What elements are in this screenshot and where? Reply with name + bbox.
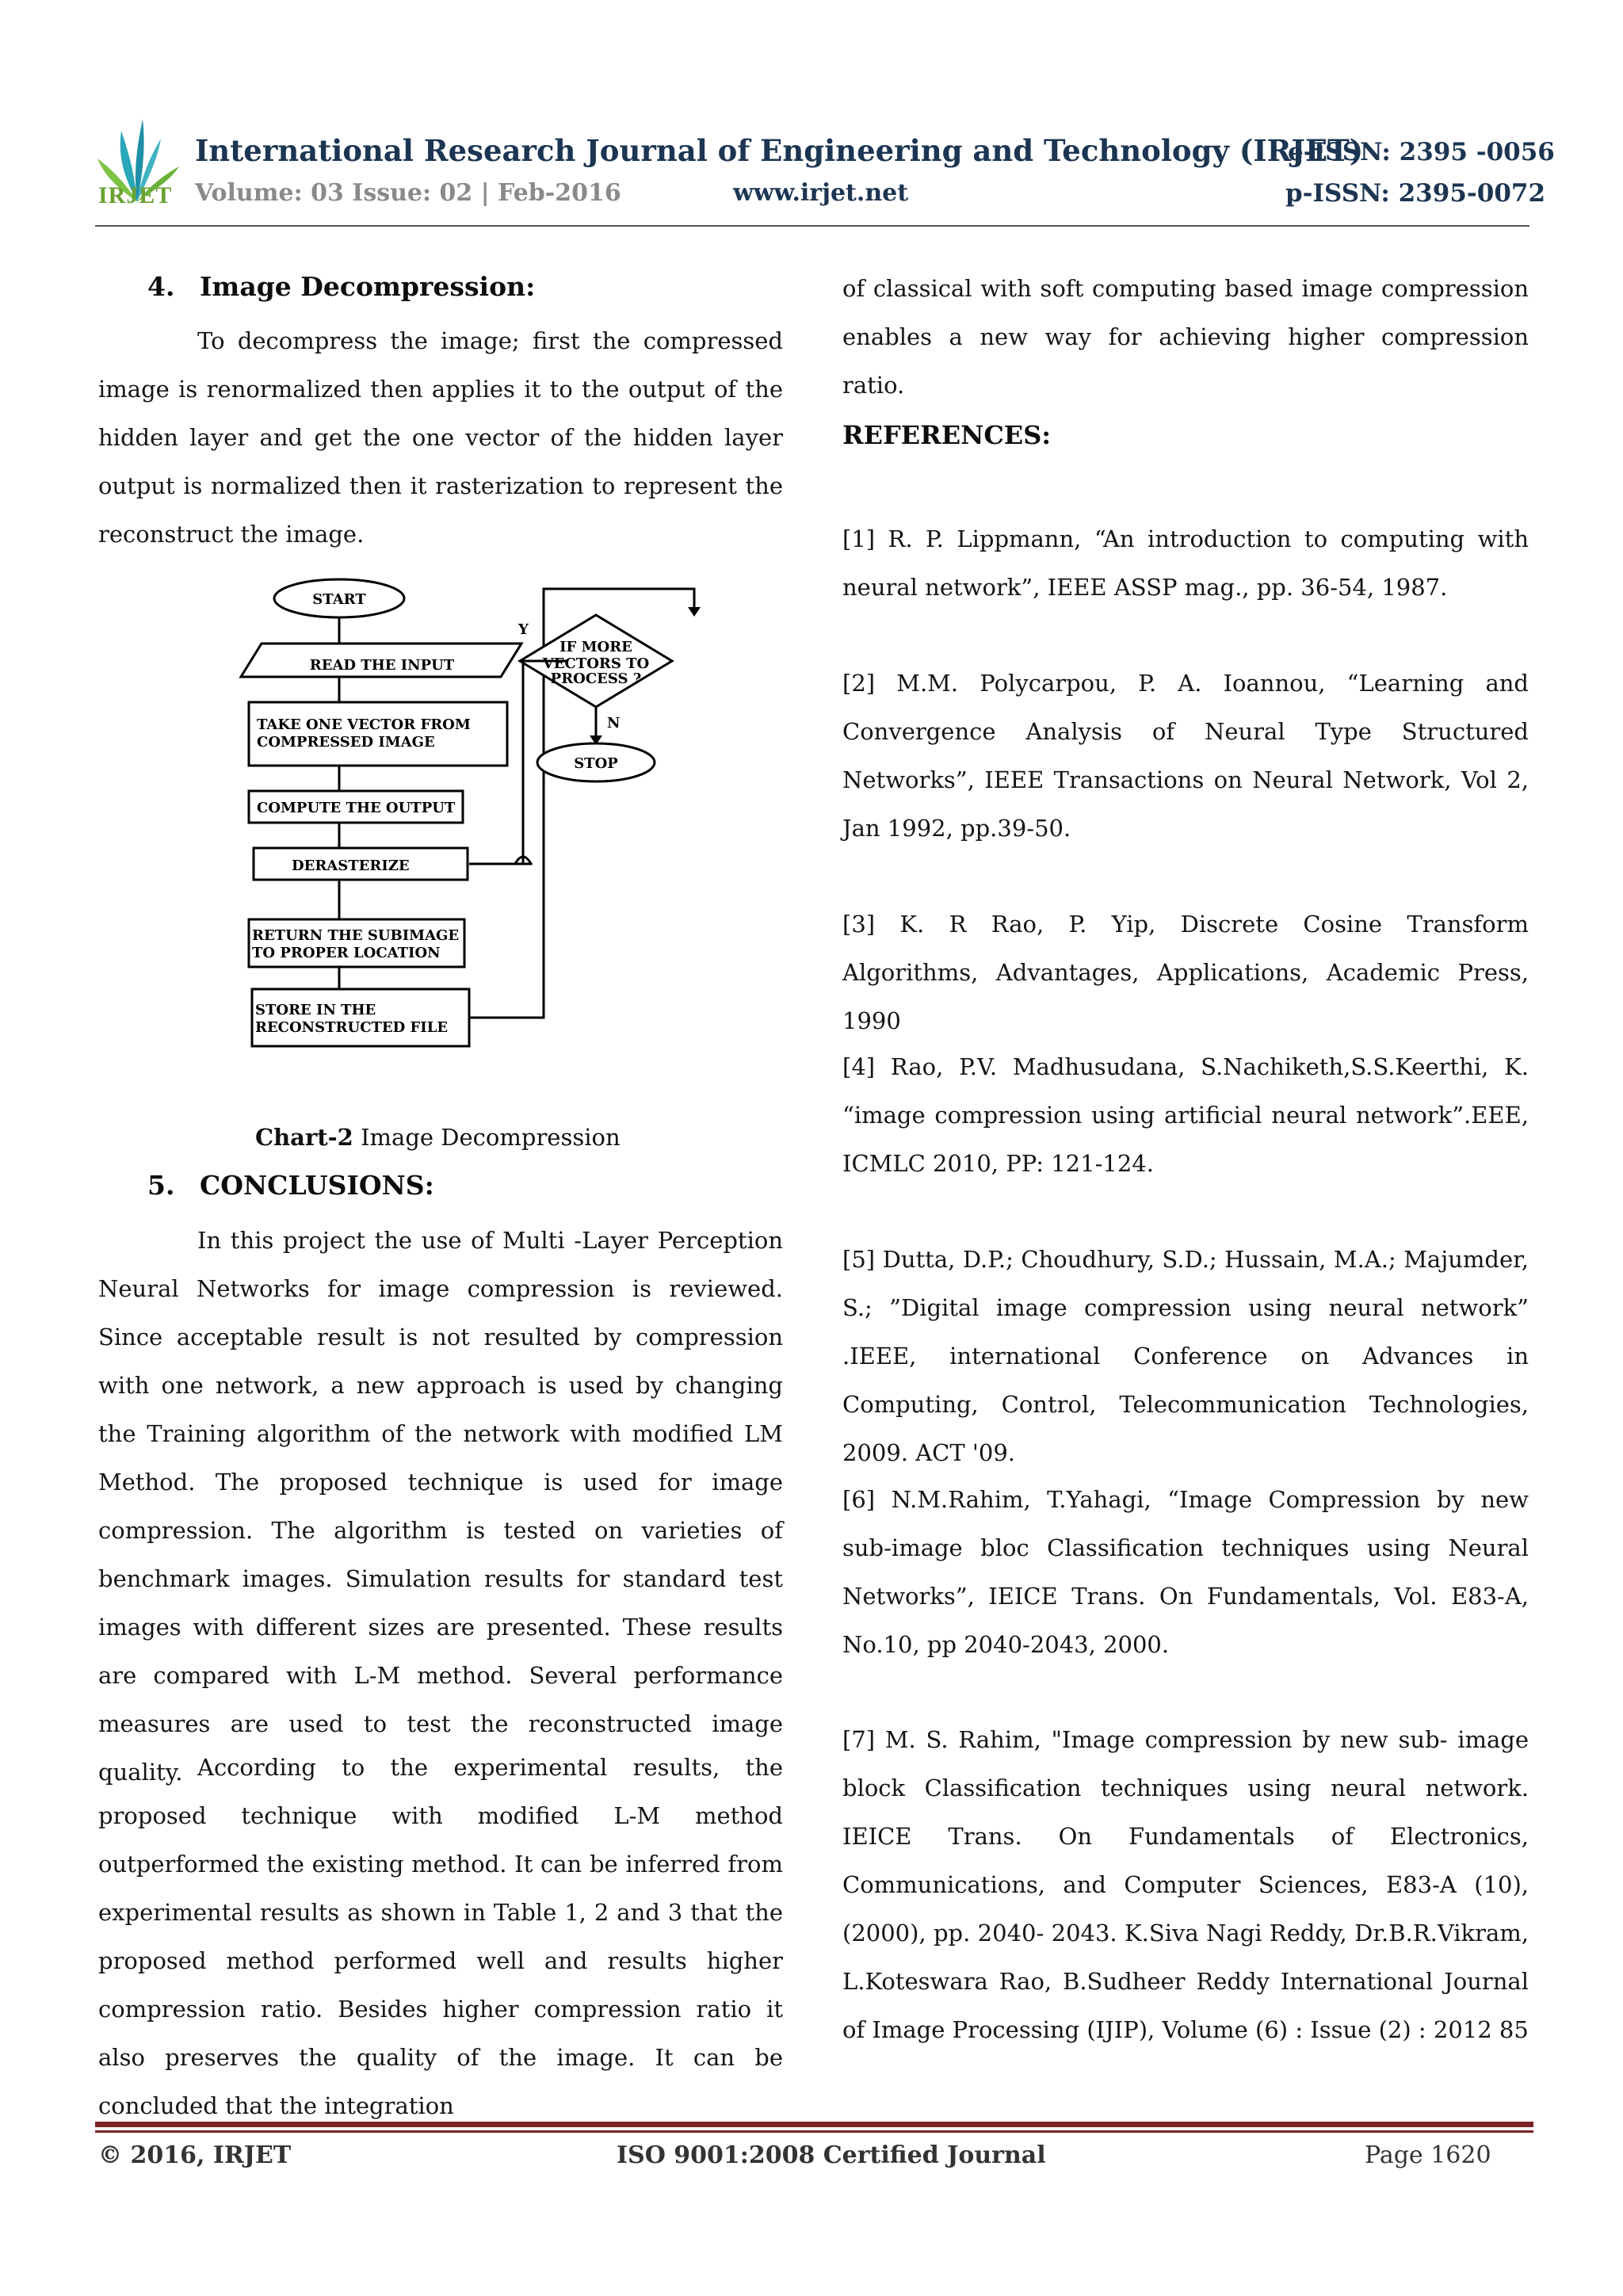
section-4-number: 4. xyxy=(147,271,175,302)
reference-3: [3] K. R Rao, P. Yip, Discrete Cosine Transform Algorithms, Advantages, Applications, Academic Press, 1990 xyxy=(842,911,1529,1034)
flow-decision-label-3: PROCESS ? xyxy=(550,670,642,687)
references-heading: REFERENCES: xyxy=(842,420,1052,450)
flow-start-label: START xyxy=(312,591,366,608)
flow-no-label: N xyxy=(607,715,621,732)
reference-7: [7] M. S. Rahim, "Image compression by new sub- image block Classification techniques using neural network. IEICE Trans. On Fundamentals of Electronics, Communications, and Computer Sciences, E83-A (10), (2000), pp. 2040- 2043. K.Siva Nagi Reddy, Dr.B.R.Vikram, L.Koteswara Rao, B.Sudheer Reddy International Journal of Image Processing (IJIP), Volume (6) : Issue (2) : 2012 85 xyxy=(842,1726,1529,2043)
section-4-title: Image Decompression: xyxy=(200,271,536,302)
footer-copyright: © 2016, IRJET xyxy=(98,2141,292,2169)
reference-1: [1] R. P. Lippmann, “An introduction to computing with neural network”, IEEE ASSP mag., pp. 36-54, 1987. xyxy=(842,525,1529,601)
footer-certification: ISO 9001:2008 Certified Journal xyxy=(617,2141,1046,2169)
journal-title: International Research Journal of Engineering and Technology (IRJET) xyxy=(195,133,1364,168)
flow-take-vector-label-1: TAKE ONE VECTOR FROM xyxy=(257,716,471,733)
header-divider xyxy=(95,225,1529,227)
chart-caption xyxy=(255,1124,621,1151)
flow-derasterize-label: DERASTERIZE xyxy=(292,858,410,874)
reference-6: [6] N.M.Rahim, T.Yahagi, “Image Compression by new sub-image bloc Classification techniques using Neural Networks”, IEICE Trans. On Fundamentals, Vol. E83-A, No.10, pp 2040-2043, 2000. xyxy=(842,1486,1529,1658)
chart-caption-text: Image Decompression xyxy=(353,1124,621,1151)
section-5-paragraph-2: According to the experimental results, the proposed technique with modified L-M method outperformed the existing method. It can be inferred from experimental results as shown in Table 1, 2 and 3 that the proposed method performed well and results higher compression ratio. Besides higher compression ratio it also preserves the quality of the image. It can be concluded that the integration xyxy=(98,1754,783,2119)
flow-compute-label: COMPUTE THE OUTPUT xyxy=(257,800,456,816)
chart-caption-label: Chart-2 xyxy=(255,1124,353,1151)
flow-store-label-2: RECONSTRUCTED FILE xyxy=(255,1019,449,1036)
flow-decision-label-1: IF MORE xyxy=(559,639,632,655)
footer-divider-thin xyxy=(95,2130,1533,2133)
section-5-number: 5. xyxy=(147,1170,175,1201)
reference-5: [5] Dutta, D.P.; Choudhury, S.D.; Hussain, M.A.; Majumder, S.; ”Digital image compression using neural network” .IEEE, international Conference on Advances in Computing, Control, Telecommunication Technologies, 2009. ACT '09. xyxy=(842,1246,1529,1466)
flow-read-input-label: READ THE INPUT xyxy=(309,657,455,674)
section-5-heading xyxy=(147,1170,434,1201)
footer-divider xyxy=(95,2122,1533,2127)
section-5-paragraph-1: In this project the use of Multi -Layer Perception Neural Networks for image compression is reviewed. Since acceptable result is not resulted by compression with one network, a new approach is used by changing the Training algorithm of the network with modified LM Method. The proposed technique is used for image compression. The algorithm is tested on varieties of benchmark images. Simulation results for standard test images with different sizes are presented. These results are compared with L-M method. Several performance measures are used to test the reconstructed image quality. xyxy=(98,1227,783,1786)
flow-store-label-1: STORE IN THE xyxy=(255,1002,376,1018)
flow-return-label-2: TO PROPER LOCATION xyxy=(252,945,441,961)
decompression-flowchart xyxy=(158,563,713,1086)
eissn: e-ISSN: 2395 -0056 xyxy=(1288,138,1555,166)
section-4-paragraph: To decompress the image; first the compressed image is renormalized then applies it to the output of the hidden layer and get the one vector of the hidden layer output is normalized then it rasterization to represent the reconstruct the image. xyxy=(98,327,783,548)
flow-return-label-1: RETURN THE SUBIMAGE xyxy=(252,927,460,944)
flow-yes-label: Y xyxy=(518,621,529,638)
flow-decision-label-2: VECTORS TO xyxy=(542,655,650,672)
reference-2: [2] M.M. Polycarpou, P. A. Ioannou, “Learning and Convergence Analysis of Neural Type Structured Networks”, IEEE Transactions on Neural Network, Vol 2, Jan 1992, pp.39-50. xyxy=(842,670,1529,842)
section-5-title: CONCLUSIONS: xyxy=(200,1170,434,1201)
logo-text: IRJET xyxy=(98,182,173,208)
footer-page-number: Page 1620 xyxy=(1365,2141,1491,2169)
reference-4: [4] Rao, P.V. Madhusudana, S.Nachiketh,S.S.Keerthi, K. “image compression using artificial neural network”.EEE, ICMLC 2010, PP: 121-124. xyxy=(842,1053,1529,1177)
section-4-heading xyxy=(147,271,535,302)
flow-stop-label: STOP xyxy=(574,755,618,772)
volume-issue: Volume: 03 Issue: 02 | Feb-2016 xyxy=(195,179,621,207)
flow-take-vector-label-2: COMPRESSED IMAGE xyxy=(257,734,435,751)
website-link[interactable]: www.irjet.net xyxy=(733,179,909,207)
pissn: p-ISSN: 2395-0072 xyxy=(1285,179,1546,208)
continuation-paragraph: of classical with soft computing based image compression enables a new way for achieving higher compression ratio. xyxy=(842,275,1529,399)
